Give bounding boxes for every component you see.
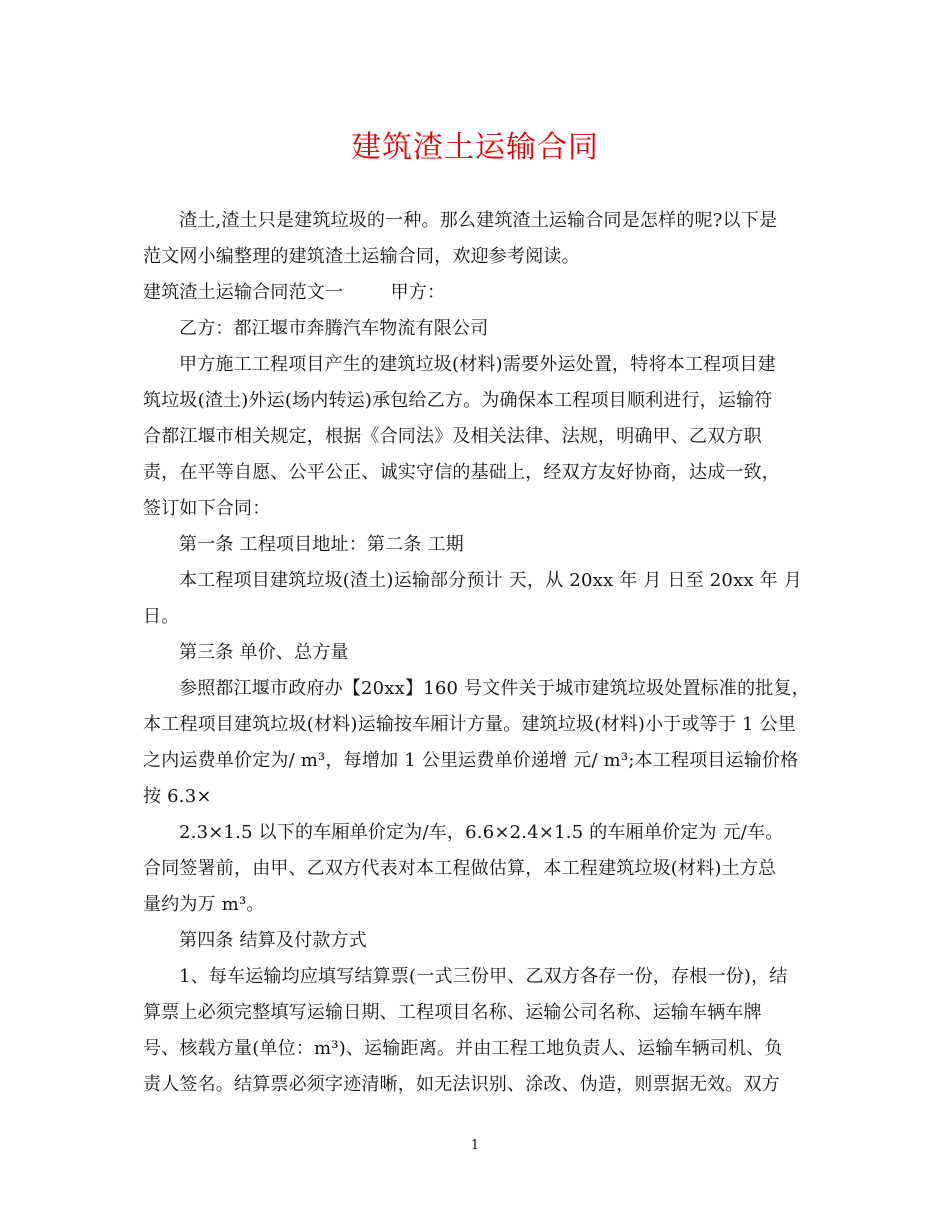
body-line: 按 6.3× xyxy=(143,786,212,807)
document-title: 建筑渣土运输合同 xyxy=(351,130,599,165)
page-number: 1 xyxy=(470,1138,480,1153)
document-body xyxy=(143,203,808,1103)
body-line: 建筑渣土运输合同范文一 甲方： xyxy=(143,282,446,303)
body-line: 算票上必须完整填写运输日期、工程项目名称、运输公司名称、运输车辆车牌 xyxy=(143,1002,762,1023)
body-line: 2.3×1.5 以下的车厢单价定为/车，6.6×2.4×1.5 的车厢单价定为 元/车。 xyxy=(179,822,784,843)
body-line: 号、核载方量(单位：m³)、运输距离。并由工程工地负责人、运输车辆司机、负 xyxy=(143,1038,783,1059)
body-line: 第三条 单价、总方量 xyxy=(179,642,349,663)
body-line: 合同签署前，由甲、乙双方代表对本工程做估算，本工程建筑垃圾(材料)土方总 xyxy=(143,858,777,879)
body-line: 筑垃圾(渣土)外运(场内转运)承包给乙方。为确保本工程项目顺利进行，运输符 xyxy=(143,390,773,411)
body-line: 范文网小编整理的建筑渣土运输合同，欢迎参考阅读。 xyxy=(143,246,580,267)
body-line: 签订如下合同： xyxy=(143,498,271,519)
body-line: 乙方：都江堰市奔腾汽车物流有限公司 xyxy=(179,318,489,339)
body-line: 之内运费单价定为/ m³，每增加 1 公里运费单价递增 元/ m³;本工程项目运输价格 xyxy=(143,750,799,771)
body-line: 本工程项目建筑垃圾(材料)运输按车厢计方量。建筑垃圾(材料)小于或等于 1 公里 xyxy=(143,714,796,735)
body-line: 第一条 工程项目地址：第二条 工期 xyxy=(179,534,464,555)
body-line: 合都江堰市相关规定，根据《合同法》及相关法律、法规，明确甲、乙双方职 xyxy=(143,426,762,447)
body-line: 本工程项目建筑垃圾(渣土)运输部分预计 天，从 20xx 年 月 日至 20xx 年 月 xyxy=(179,570,803,591)
body-line: 责，在平等自愿、公平公正、诚实守信的基础上，经双方友好协商，达成一致， xyxy=(143,462,780,483)
body-line: 甲方施工工程项目产生的建筑垃圾(材料)需要外运处置，特将本工程项目建 xyxy=(179,354,776,375)
body-line: 日。 xyxy=(143,606,180,627)
body-line: 责人签名。结算票必须字迹清晰，如无法识别、涂改、伪造，则票据无效。双方 xyxy=(143,1074,780,1095)
body-line: 渣土,渣土只是建筑垃圾的一种。那么建筑渣土运输合同是怎样的呢?以下是 xyxy=(179,210,778,231)
body-line: 量约为万 m³。 xyxy=(143,894,265,915)
body-line: 参照都江堰市政府办【20xx】160 号文件关于城市建筑垃圾处置标准的批复， xyxy=(179,678,810,699)
body-line: 1、每车运输均应填写结算票(一式三份甲、乙双方各存一份，存根一份)，结 xyxy=(179,966,788,987)
body-line: 第四条 结算及付款方式 xyxy=(179,930,367,951)
